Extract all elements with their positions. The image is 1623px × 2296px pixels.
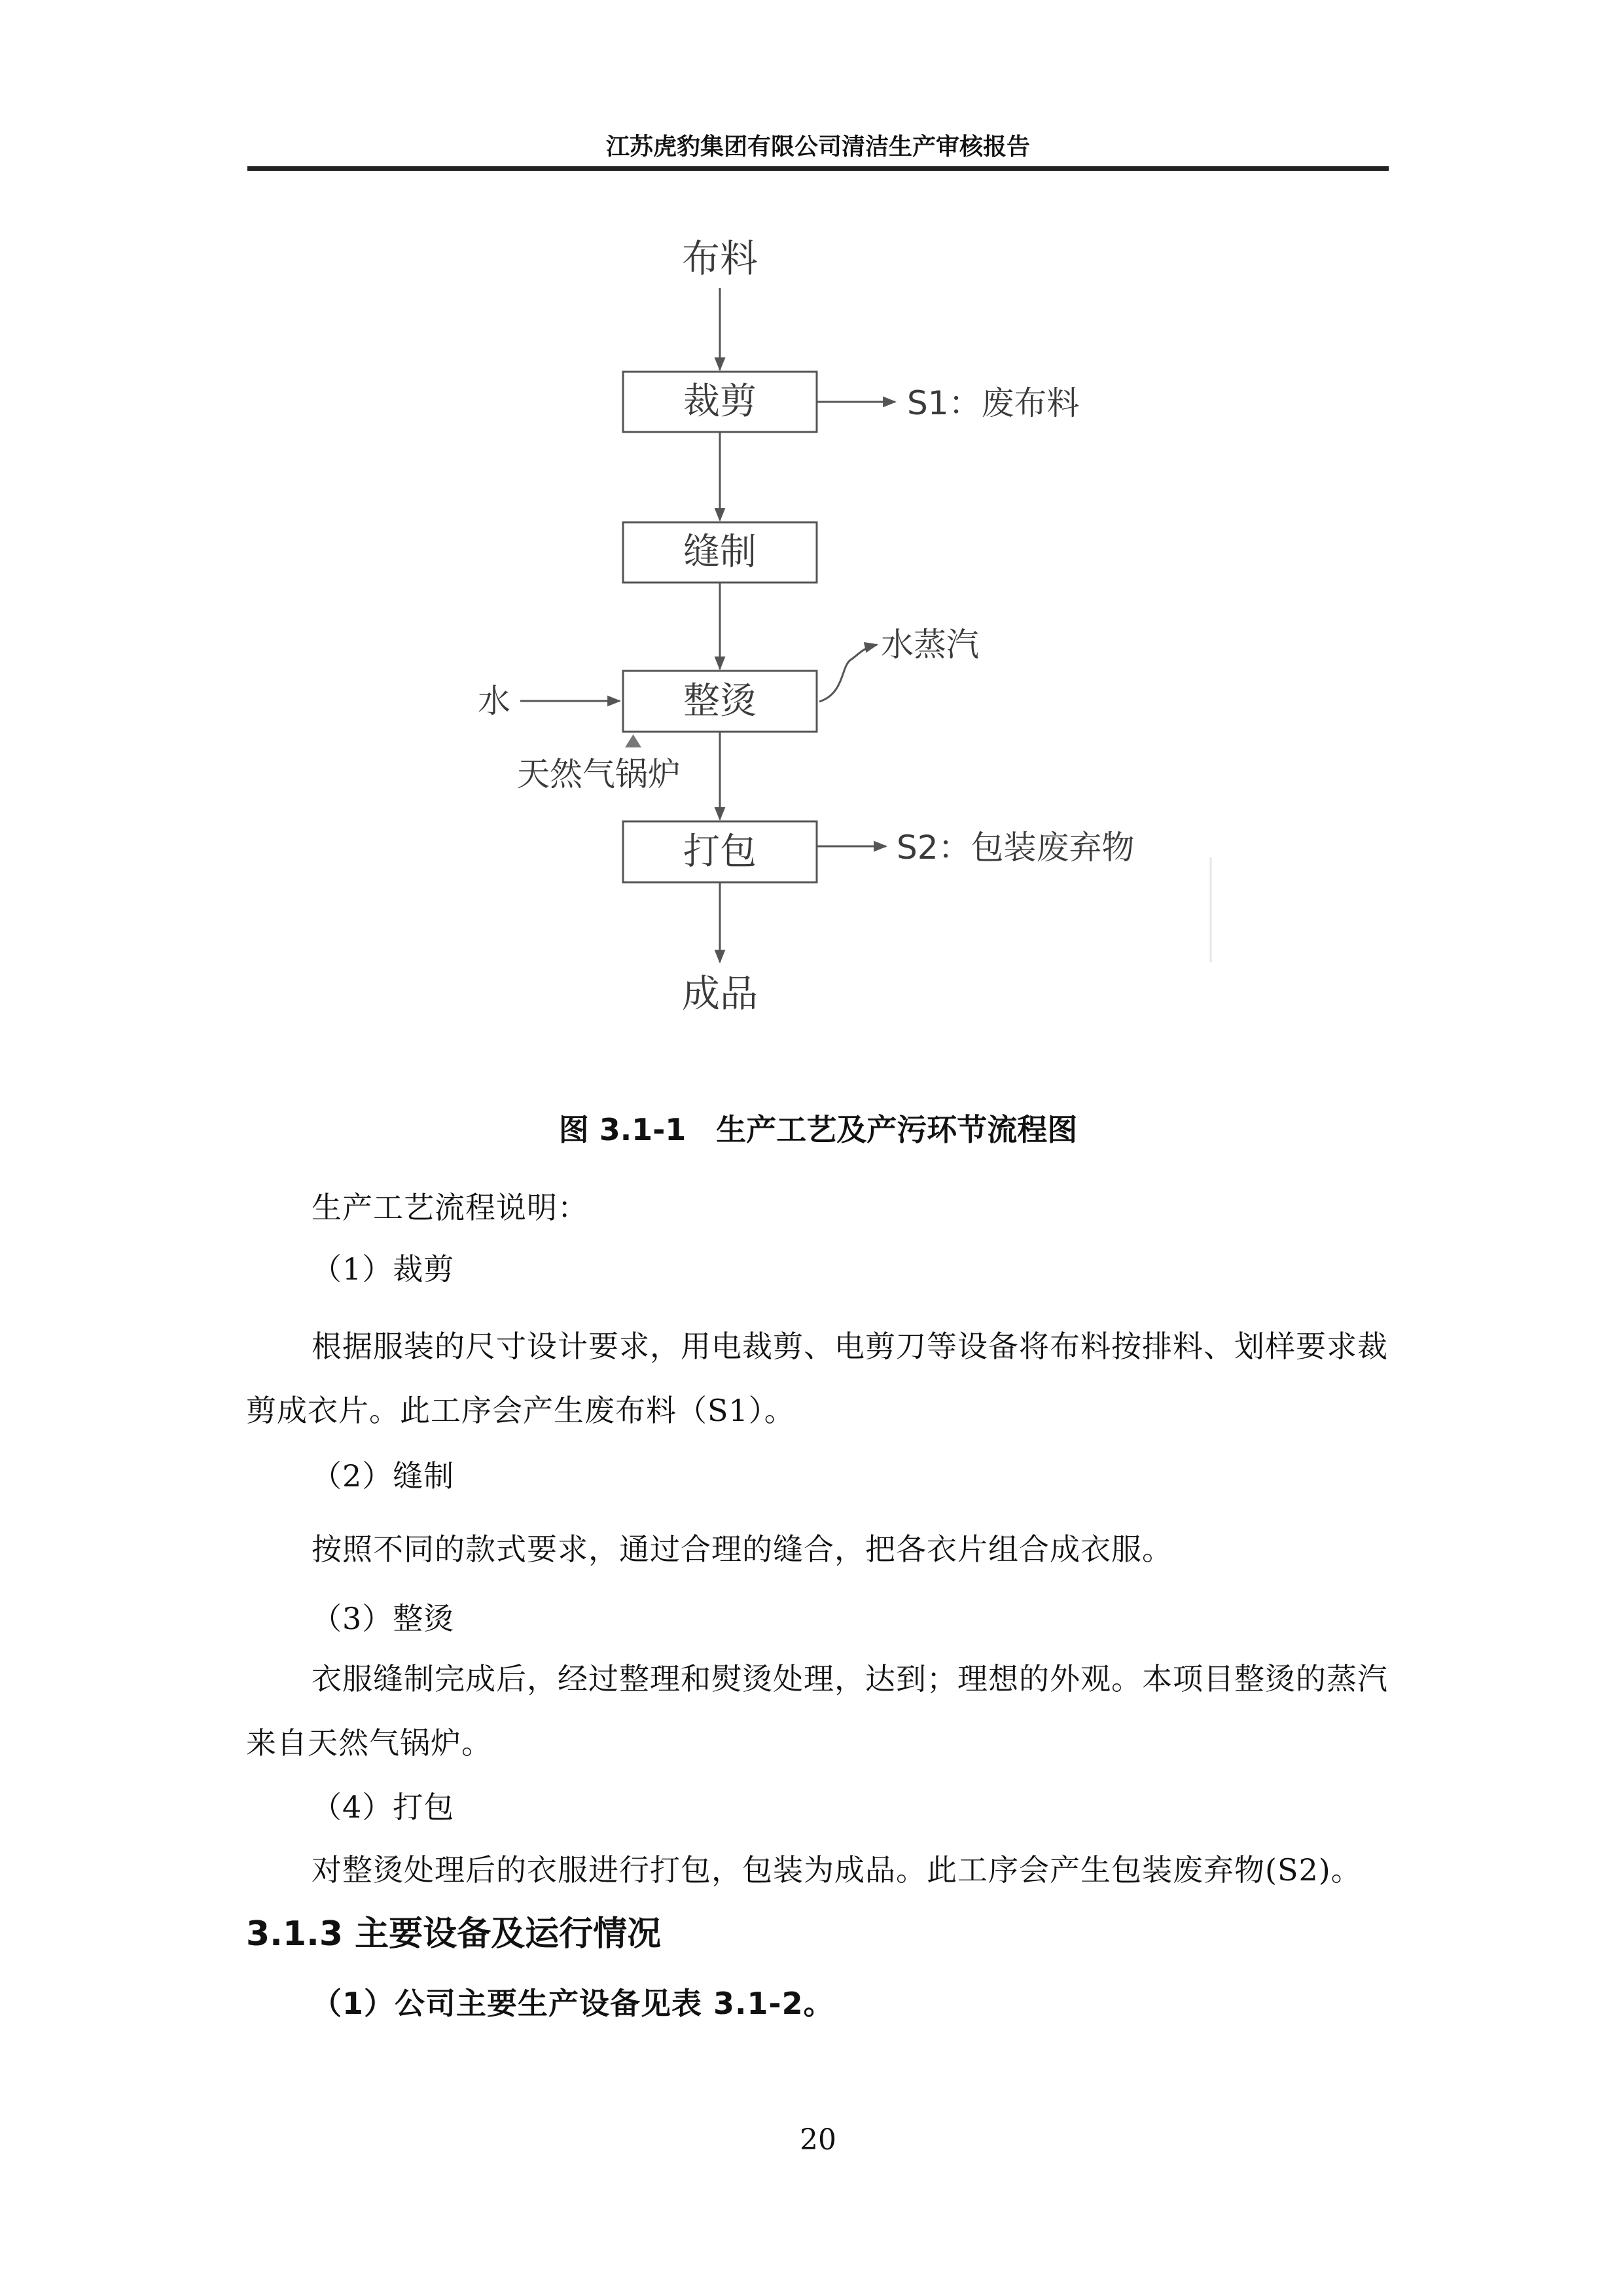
step-cut (623, 372, 817, 432)
step2-body: 按照不同的款式要求，通过合理的缝合，把各衣片组合成衣服。 (312, 1532, 1173, 1567)
step-pack (623, 821, 817, 882)
subsection-heading: （1）公司主要生产设备见表 3.1-2。 (312, 1986, 834, 2021)
running-header: 江苏虎豹集团有限公司清洁生产审核报告 (605, 134, 1030, 160)
step-pack-label: 打包 (683, 831, 757, 873)
step-cut-label: 裁剪 (683, 380, 757, 423)
step-sew-label: 缝制 (683, 531, 757, 573)
step-iron (623, 671, 817, 732)
step4-body: 对整烫处理后的衣服进行打包，包装为成品。此工序会产生包装废弃物(S2)。 (312, 1852, 1362, 1888)
water-label: 水 (478, 682, 510, 720)
waste-fabric-label: S1：废布料 (907, 384, 1080, 422)
step-iron-label: 整烫 (683, 680, 757, 723)
step-sew (623, 522, 817, 583)
steam-label: 水蒸汽 (881, 626, 979, 664)
step4-title: （4）打包 (312, 1789, 455, 1825)
arrow-steam (819, 645, 877, 702)
step3-title: （3）整烫 (312, 1601, 455, 1636)
flow-input-label: 布料 (681, 236, 758, 281)
flow-output-label: 成品 (681, 971, 758, 1016)
process-flowchart (0, 0, 1623, 1073)
page-number: 20 (800, 2123, 836, 2157)
step2-title: （2）缝制 (312, 1458, 455, 1494)
step3-body: 衣服缝制完成后，经过整理和熨烫处理，达到；理想的外观。本项目整烫的蒸汽来自天然气锅炉。 (246, 1661, 1388, 1761)
step1-body: 根据服装的尺寸设计要求，用电裁剪、电剪刀等设备将布料按排料、划样要求裁剪成衣片。此工序会产生废布料（S1）。 (246, 1329, 1388, 1428)
section-heading: 3.1.3 主要设备及运行情况 (246, 1914, 662, 1954)
packaging-waste-label: S2：包装废弃物 (897, 829, 1135, 867)
figure-caption: 图 3.1-1 生产工艺及产污环节流程图 (558, 1112, 1078, 1147)
boiler-triangle-icon (625, 734, 641, 747)
intro-text: 生产工艺流程说明： (312, 1190, 588, 1225)
step1-title: （1）裁剪 (312, 1251, 455, 1287)
boiler-label: 天然气锅炉 (517, 755, 681, 793)
